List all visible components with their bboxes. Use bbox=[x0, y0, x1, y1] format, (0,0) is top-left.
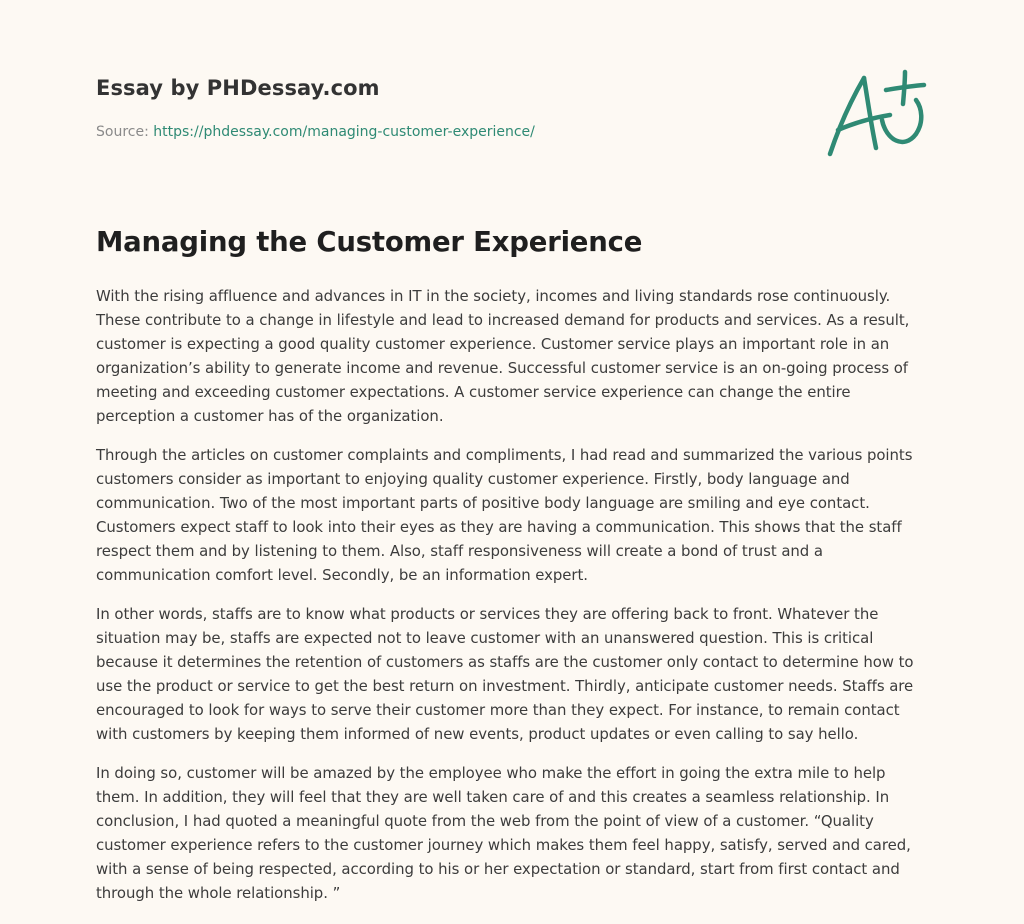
source-label: Source: bbox=[96, 124, 154, 140]
essay-paragraph: With the rising affluence and advances in IT in the society, incomes and living standards rose continuously. These contribute to a change in lifestyle and lead to increased demand for products and services. As a result, customer is expecting a good quality customer experience. Customer service plays an important role in an organization’s ability to generate income and revenue. Successful customer service is an on-going process of meeting and exceeding customer expectations. A customer service experience can change the entire perception a customer has of the organization. bbox=[96, 287, 910, 425]
page-header bbox=[96, 76, 932, 176]
essay-paragraph: Through the articles on customer complaints and compliments, I had read and summarized the various points customers consider as important to enjoying quality customer experience. Firstly, body language and communication. Two of the most important parts of positive body language are smiling and eye contact. Customers expect staff to look into their eyes as they are having a communication. This shows that the staff respect them and by listening to them. Also, staff responsiveness will create a bond of trust and a communication comfort level. Secondly, be an information expert. bbox=[96, 446, 913, 584]
essay-body bbox=[96, 284, 932, 920]
a-plus-logo-icon bbox=[824, 68, 928, 164]
essay-paragraph: In other words, staffs are to know what products or services they are offering back to front. Whatever the situation may be, staffs are expected not to leave customer with an unanswered question. This is critical because it determines the retention of customers as staffs are the customer only contact to determine how to use the product or service to get the best return on investment. Thirdly, anticipate customer needs. Staffs are encouraged to look for ways to serve their customer more than they expect. For instance, to remain contact with customers by keeping them informed of new events, product updates or even calling to say hello. bbox=[96, 605, 914, 743]
source-line bbox=[96, 124, 535, 140]
essay-title: Managing the Customer Experience bbox=[96, 226, 643, 258]
essay-paragraph: In doing so, customer will be amazed by the employee who make the effort in going the extra mile to help them. In addition, they will feel that they are well taken care of and this creates a seamless relationship. In conclusion, I had quoted a meaningful quote from the web from the point of view of a customer. “Quality customer experience refers to the customer journey which makes them feel happy, satisfy, served and cared, with a sense of being respected, according to his or her expectation or standard, start from first contact and through the whole relationship. ” bbox=[96, 764, 911, 902]
source-link[interactable]: https://phdessay.com/managing-customer-experience/ bbox=[153, 124, 535, 140]
brand-title: Essay by PHDessay.com bbox=[96, 76, 380, 100]
